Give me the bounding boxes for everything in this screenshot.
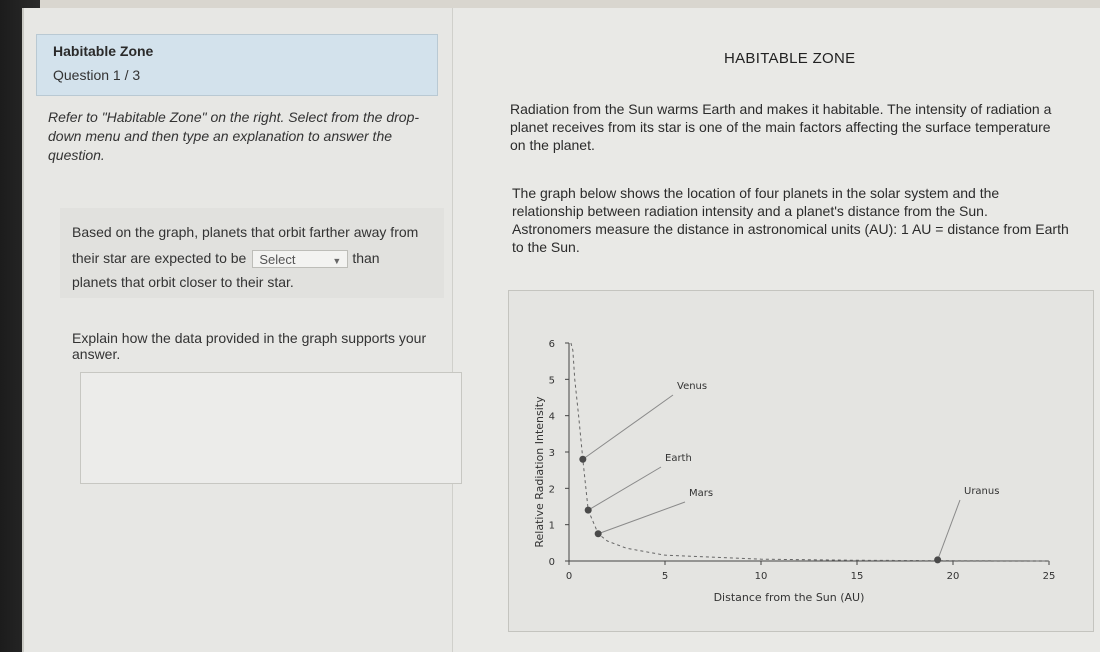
y-tick-label: 3	[548, 448, 555, 459]
item-title: Habitable Zone	[53, 43, 154, 59]
y-tick-label: 6	[548, 339, 555, 350]
x-tick-label: 25	[1042, 571, 1056, 582]
planet-label: Uranus	[964, 486, 1000, 497]
planet-leader-line	[598, 502, 685, 534]
question-prompt	[60, 208, 444, 298]
question-header	[36, 34, 438, 96]
prompt-line-2-end: than	[352, 250, 380, 266]
screen	[22, 8, 1100, 652]
passage-title: HABITABLE ZONE	[724, 50, 856, 67]
planet-point	[595, 530, 602, 537]
y-tick-label: 1	[548, 520, 555, 532]
planet-label: Mars	[689, 488, 714, 499]
x-axis-label: Distance from the Sun (AU)	[713, 591, 865, 604]
y-tick-label: 4	[548, 411, 555, 423]
x-tick-label: 0	[565, 571, 573, 582]
radiation-chart	[509, 291, 1093, 631]
chevron-down-icon: ▼	[332, 256, 342, 267]
passage-paragraph-2: The graph below shows the location of four planets in the solar system and the relationship between radiation intensity and a planet's distance from the Sun.	[512, 185, 1000, 219]
x-tick-label: 10	[754, 571, 768, 582]
x-tick-label: 5	[661, 571, 669, 582]
y-axis-label: Relative Radiation Intensity	[533, 396, 546, 548]
explanation-textarea[interactable]	[80, 372, 462, 484]
intensity-curve	[571, 343, 1049, 561]
x-tick-label: 15	[850, 571, 864, 582]
planet-point	[934, 556, 941, 563]
planet-leader-line	[938, 500, 960, 560]
y-tick-label: 5	[548, 375, 555, 387]
prompt-line-2-start: their star are expected to be	[72, 250, 247, 266]
answer-dropdown[interactable]	[252, 250, 348, 268]
planet-label: Venus	[677, 381, 708, 392]
planet-point	[579, 456, 586, 463]
instructions-text: Refer to "Habitable Zone" on the right. Select from the drop-down menu and then type an explanation to answer the question.	[48, 109, 420, 163]
prompt-line-1: Based on the graph, planets that orbit farther away from	[72, 224, 419, 240]
prompt-line-2	[72, 250, 380, 268]
x-tick-label: 20	[946, 571, 960, 582]
passage-paragraph-3: Astronomers measure the distance in astronomical units (AU): 1 AU = distance from Earth to the Sun.	[512, 221, 1069, 255]
planet-leader-line	[588, 467, 661, 510]
y-tick-label: 2	[548, 484, 555, 496]
dropdown-value: Select	[259, 252, 296, 268]
prompt-line-3: planets that orbit closer to their star.	[72, 274, 294, 290]
planet-leader-line	[583, 395, 673, 459]
planet-point	[585, 507, 592, 514]
explain-prompt: Explain how the data provided in the graph supports your answer.	[72, 330, 427, 362]
question-panel	[24, 8, 453, 652]
planet-label: Earth	[665, 453, 692, 464]
passage-paragraph-1: Radiation from the Sun warms Earth and makes it habitable. The intensity of radiation a planet receives from its star is one of the main factors affecting the surface temperature on the planet.	[510, 101, 1052, 153]
question-counter: Question 1 / 3	[53, 67, 141, 83]
graph-container	[508, 290, 1094, 632]
y-tick-label: 0	[548, 557, 555, 568]
